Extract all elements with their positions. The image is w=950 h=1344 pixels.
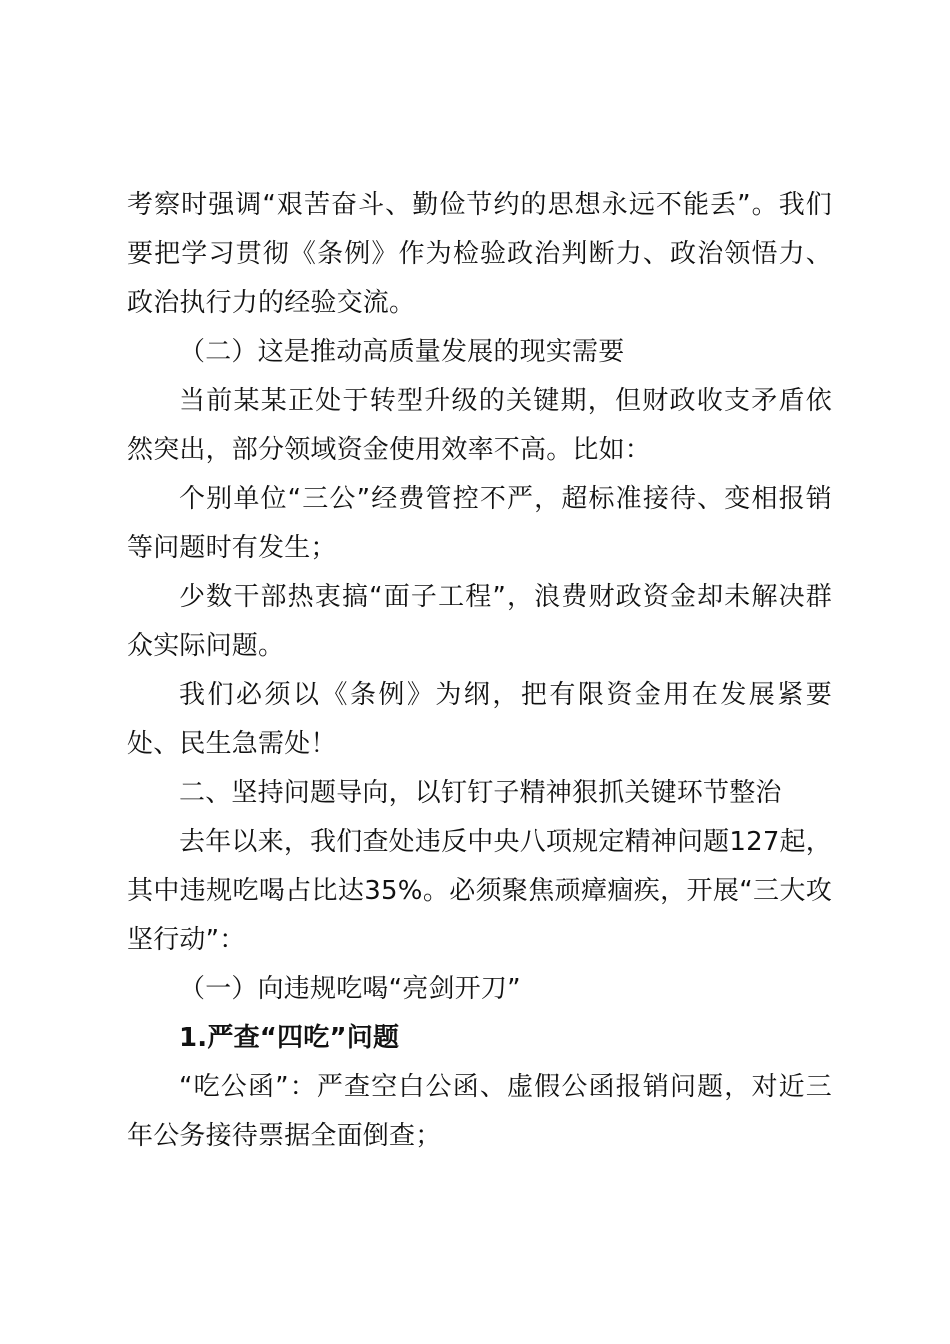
paragraph-continuation: 考察时强调“艰苦奋斗、勤俭节约的思想永远不能丢”。我们要把学习贯彻《条例》作为检验政治判断力、政治领悟力、政治执行力的经验交流。 (127, 190, 832, 318)
paragraph-conclusion: 我们必须以《条例》为纲，把有限资金用在发展紧要处、民生急需处！ (127, 680, 832, 759)
numbered-heading-1: 1.严查“四吃”问题 (179, 1023, 400, 1053)
section-heading-2: 二、坚持问题导向，以钉钉子精神狠抓关键环节整治 (179, 778, 782, 808)
subheading-2: （二）这是推动高质量发展的现实需要 (179, 337, 625, 367)
paragraph-statistics: 去年以来，我们查处违反中央八项规定精神问题127起，其中违规吃喝占比达35%。必须聚焦顽瘴痼疾，开展“三大攻坚行动”： (127, 827, 832, 955)
paragraph-current-situation: 当前某某正处于转型升级的关键期，但财政收支矛盾依然突出，部分领域资金使用效率不高。比如： (127, 386, 832, 465)
paragraph-example-1: 个别单位“三公”经费管控不严，超标准接待、变相报销等问题时有发生； (127, 484, 832, 563)
subheading-1: （一）向违规吃喝“亮剑开刀” (179, 974, 521, 1004)
document-body (127, 181, 832, 1161)
paragraph-example-2: 少数干部热衷搞“面子工程”，浪费财政资金却未解决群众实际问题。 (127, 582, 832, 661)
paragraph-item: “吃公函”：严查空白公函、虚假公函报销问题，对近三年公务接待票据全面倒查； (127, 1072, 832, 1151)
